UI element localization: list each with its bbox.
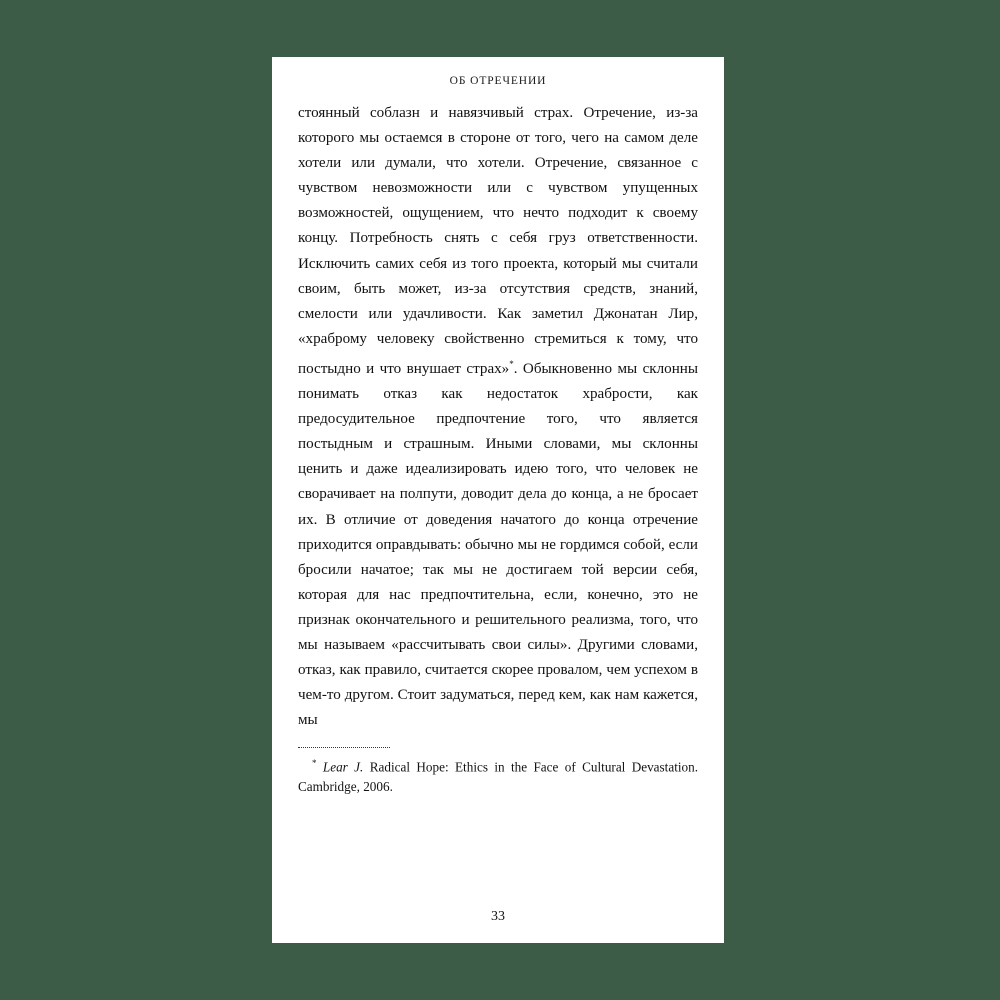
footnote-citation: Radical Hope: Ethics in the Face of Cultural Devastation. Cambridge, 2006. (298, 759, 699, 795)
footnote-separator (298, 747, 390, 748)
footnote-marker: * (312, 758, 317, 769)
footnote (298, 754, 698, 796)
footnote-reference-marker[interactable]: * (509, 358, 514, 369)
book-page (272, 57, 724, 943)
page-number: 33 (491, 909, 505, 924)
running-head: ОБ ОТРЕЧЕНИИ (449, 75, 547, 87)
body-text-part-2: . Обыкновенно мы склонны понимать отказ как недостаток храбрости, как предосудительное предпочтение того, что является постыдным и страшным. Иными словами, мы склонны ценить и даже идеализировать идею того, что человек не сворачивает на полпути, доводит дела до конца, а не бросает их. В отличие от доведения начатого до конца отречение приходится оправдывать: обычно мы не гордимся собой, если бросили начатое; так мы не достигаем той версии себя, которая для нас предпочтительна, если, конечно, это не признак окончательного и решительного реализма, того, что мы называем «рассчитывать свои силы». Другими словами, отказ, как правило, считается скорее провалом, чем успехом в чем-то другом. Стоит задуматься, перед кем, как нам кажется, мы (298, 360, 698, 729)
footnote-author: Lear J. (322, 759, 364, 775)
body-paragraph (298, 101, 698, 733)
page-body-text (298, 101, 698, 733)
body-text-part-1: стоянный соблазн и навязчивый страх. Отречение, из-за которого мы остаемся в стороне от того, чего на самом деле хотели или думали, что хотели. Отречение, связанное с чувством невозможности или с чувством упущенных возможностей, ощущением, что нечто подходит к своему концу. Потребность снять с себя груз ответственности. Исключить самих себя из того проекта, который мы считали своим, быть может, из-за отсутствия средств, знаний, смелости или удачливости. Как заметил Джонатан Лир, «храброму человеку свойственно стремиться к тому, что постыдно и что внушает страх» (298, 105, 698, 377)
